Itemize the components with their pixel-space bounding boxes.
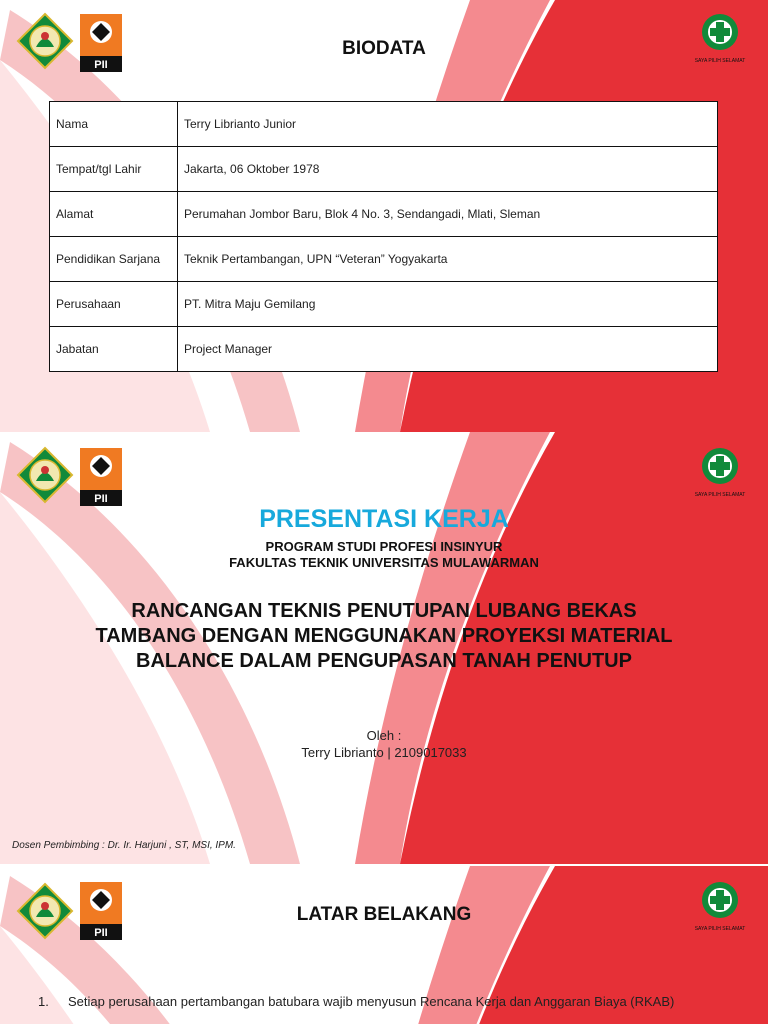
svg-text:PII: PII bbox=[94, 493, 108, 505]
table-row bbox=[50, 237, 718, 282]
list-text: Setiap perusahaan pertambangan batubara wajib menyusun Rencana Kerja dan Anggaran Biaya (RKAB) bbox=[68, 994, 675, 1009]
row-value: Jakarta, 06 Oktober 1978 bbox=[178, 147, 718, 192]
biodata-table bbox=[49, 101, 718, 372]
svg-text:PII: PII bbox=[94, 927, 108, 939]
svg-text:SAYA PILIH SELAMAT: SAYA PILIH SELAMAT bbox=[694, 926, 746, 932]
k3-logo bbox=[694, 444, 746, 500]
row-key: Pendidikan Sarjana bbox=[50, 237, 178, 282]
faculty-line: FAKULTAS TEKNIK UNIVERSITAS MULAWARMAN bbox=[229, 555, 539, 570]
list-number: 1. bbox=[38, 994, 49, 1009]
slide-cover bbox=[0, 432, 768, 864]
by-label: Oleh : bbox=[366, 728, 402, 743]
table-row bbox=[50, 102, 718, 147]
row-value: Terry Librianto Junior bbox=[178, 102, 718, 147]
presentation-heading: PRESENTASI KERJA bbox=[259, 505, 509, 533]
pii-logo bbox=[80, 448, 122, 506]
svg-text:SAYA PILIH SELAMAT: SAYA PILIH SELAMAT bbox=[694, 492, 746, 498]
table-row bbox=[50, 147, 718, 192]
row-value: Project Manager bbox=[178, 327, 718, 372]
row-value: PT. Mitra Maju Gemilang bbox=[178, 282, 718, 327]
row-key: Jabatan bbox=[50, 327, 178, 372]
row-key: Perusahaan bbox=[50, 282, 178, 327]
thesis-title: RANCANGAN TEKNIS PENUTUPAN LUBANG BEKAS TAMBANG DENGAN MENGGUNAKAN PROYEKSI MATERIAL BALANCE DALAM PENGUPASAN TANAH PENUTUP bbox=[95, 600, 673, 672]
row-value: Perumahan Jombor Baru, Blok 4 No. 3, Sendangadi, Mlati, Sleman bbox=[178, 192, 718, 237]
row-key: Tempat/tgl Lahir bbox=[50, 147, 178, 192]
table-row bbox=[50, 192, 718, 237]
slide-background bbox=[0, 866, 768, 1024]
program-line: PROGRAM STUDI PROFESI INSINYUR bbox=[265, 539, 503, 554]
author-name: Terry Librianto | 2109017033 bbox=[301, 745, 467, 760]
list-item bbox=[38, 994, 714, 1009]
svg-text:SAYA PILIH SELAMAT: SAYA PILIH SELAMAT bbox=[694, 58, 746, 64]
program-info bbox=[0, 539, 768, 571]
slide-title: BIODATA bbox=[342, 38, 426, 59]
slide-biodata bbox=[0, 0, 768, 432]
table-row bbox=[50, 327, 718, 372]
row-key: Alamat bbox=[50, 192, 178, 237]
author-block bbox=[0, 727, 768, 761]
supervisor-note: Dosen Pembimbing : Dr. Ir. Harjuni , ST, MSI, IPM. bbox=[12, 840, 236, 851]
slide-title: LATAR BELAKANG bbox=[296, 904, 472, 925]
table-row bbox=[50, 282, 718, 327]
row-value: Teknik Pertambangan, UPN “Veteran” Yogyakarta bbox=[178, 237, 718, 282]
svg-text:PII: PII bbox=[94, 59, 108, 71]
row-key: Nama bbox=[50, 102, 178, 147]
university-logo bbox=[16, 446, 74, 504]
